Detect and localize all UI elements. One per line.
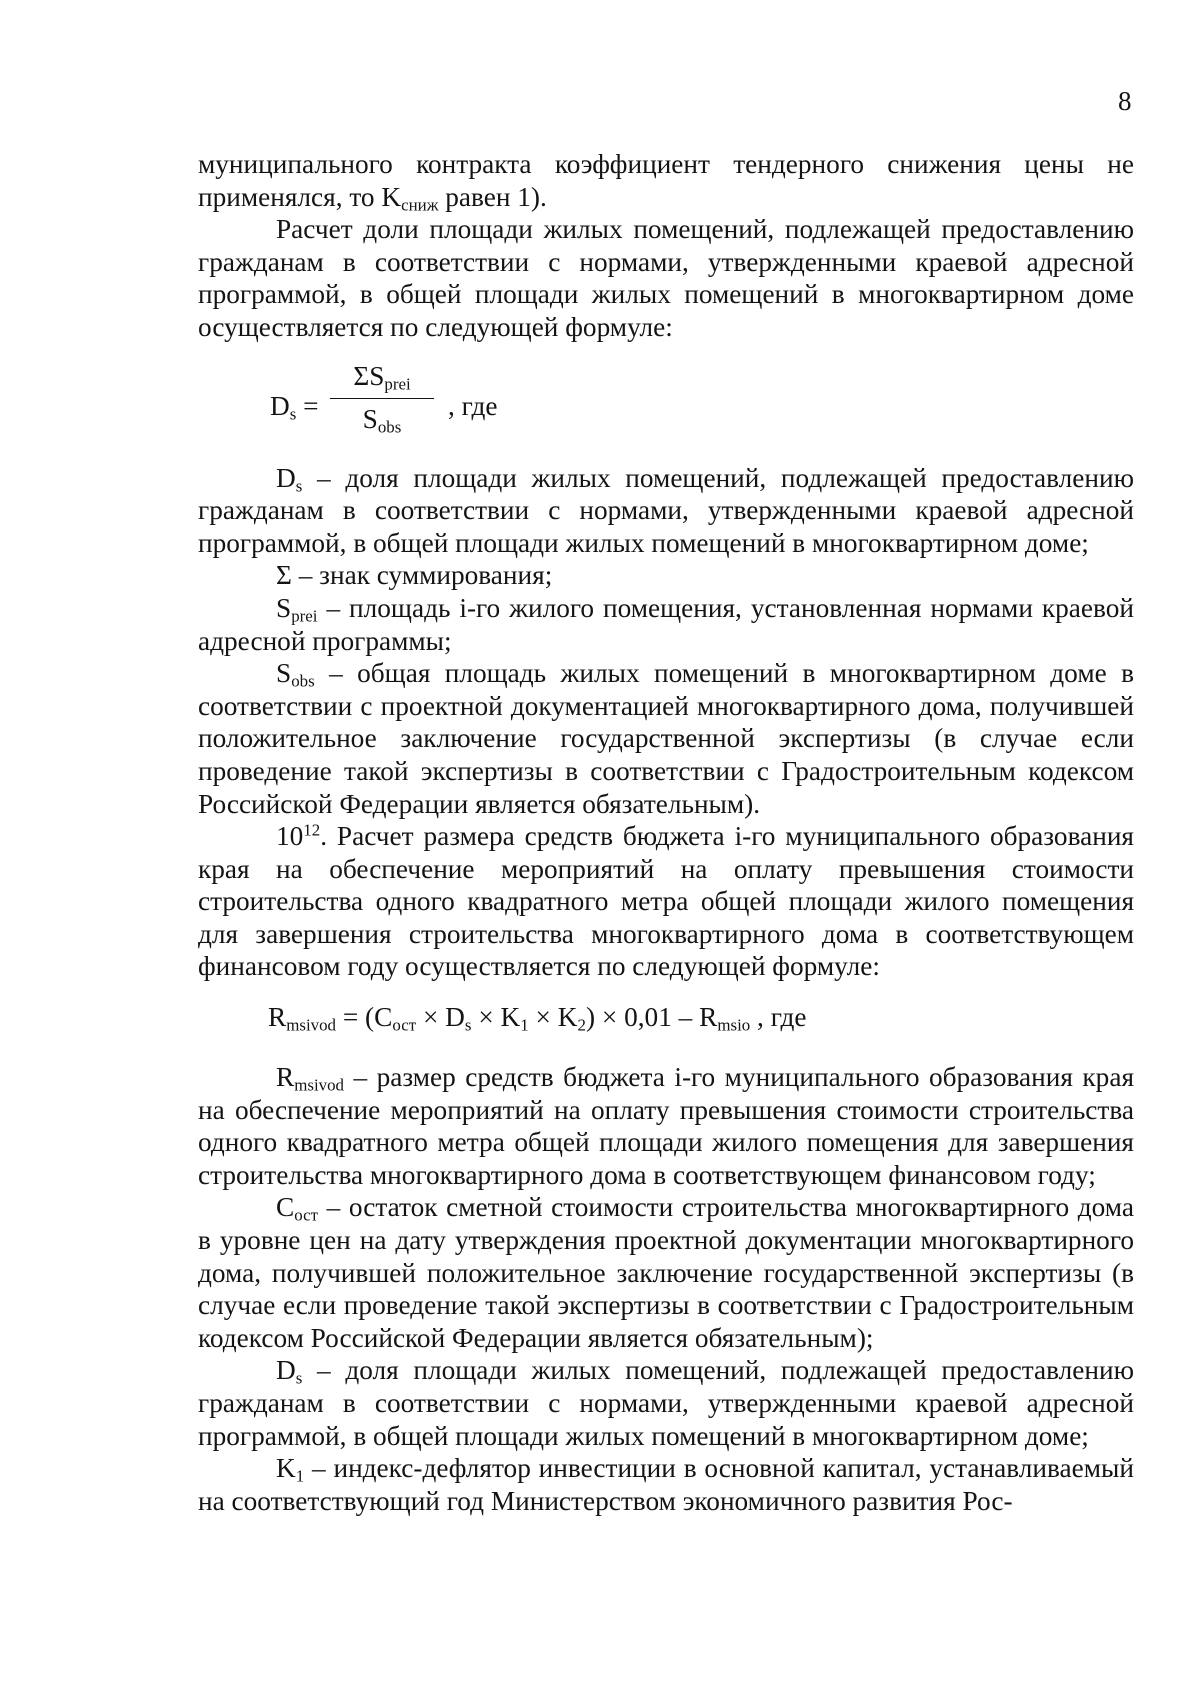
fraction-numerator: $\Sigma S_{prei}$: [353, 360, 411, 394]
formula-fraction: [330, 360, 434, 435]
document-body: [198, 148, 1134, 1517]
paragraph-10-12: $10^{12}$. Расчет размера средств бюджета i-го муниципального образования края на обеспечение мероприятий на оплату превышения стоимости строительства одного квадратного метра общей площади жилого помещения для завершения строительства многоквартирного дома в соответствующем финансовом году осуществляется по следующей формуле:: [198, 820, 1134, 982]
definition-ds-repeat: $D_s$ – доля площади жилых помещений, подлежащей предоставлению гражданам в соответствии с нормами, утвержденными краевой адресной программой, в общей площади жилых помещений в многоквартирном доме;: [198, 1355, 1134, 1451]
paragraph-text: муниципального контракта коэффициент тендерного снижения цены не применялся, то K: [198, 149, 1134, 212]
definition-rmsivod: $R_{msivod}$ – размер средств бюджета i-го муниципального образования края на обеспечение мероприятий на оплату превышения стоимости строительства одного квадратного метра общей площади жилого помещения для завершения строительства многоквартирного дома в соответствующем финансовом году;: [198, 1062, 1134, 1190]
fraction-bar: [330, 398, 434, 399]
formula-rmsivod: $R_{msivod} = (C_{ост} \times D_s \times K_1 \times K_2) \times 0,01 - R_{msio}$ , где: [268, 1002, 807, 1035]
definition-sigma: Σ – знак суммирования;: [276, 560, 553, 591]
formula-lhs: $D_s$ =: [270, 390, 319, 424]
definition-ds: $D_s$ – доля площади жилых помещений, подлежащей предоставлению гражданам в соответствии с нормами, утвержденными краевой адресной программой, в общей площади жилых помещений в многоквартирном доме;: [198, 462, 1134, 558]
paragraph-formula-intro: Расчет доли площади жилых помещений, подлежащей предоставлению гражданам в соответствии с нормами, утвержденными краевой адресной программой, в общей площади жилых помещений в многоквартирном доме осуществляется по следующей формуле:: [198, 214, 1134, 342]
definition-k1: $K_1$ – индекс-дефлятор инвестиции в основной капитал, устанавливаемый на соответствующий год Министерством экономичного развития Рос-: [198, 1453, 1134, 1516]
fraction-denominator: $S_{obs}$: [362, 403, 402, 437]
formula-where: , где: [448, 390, 498, 421]
paragraph-text: равен 1).: [438, 181, 547, 212]
subscript: сниж: [401, 195, 439, 215]
paragraph-continuation: [198, 148, 1134, 213]
definition-cost: $C_{ост}$ – остаток сметной стоимости строительства многоквартирного дома в уровне цен на дату утверждения проектной документации многоквартирного дома, получившей положительное заключение государственной экспертизы (в случае если проведение такой экспертизы в соответствии с Градостроительным кодексом Российской Федерации является обязательным);: [198, 1192, 1134, 1353]
formula-ds: [198, 360, 1134, 452]
definition-sprei: $S_{prei}$ – площадь i-го жилого помещения, установленная нормами краевой адресной программы;: [198, 592, 1134, 656]
page-number: 8: [1118, 86, 1132, 116]
definition-sobs: $S_{obs}$ – общая площадь жилых помещений в многоквартирном доме в соответствии с проектной документацией многоквартирного дома, получившей положительное заключение государственной экспертизы (в случае если проведение такой экспертизы в соответствии с Градостроительным кодексом Российской Федерации является обязательным).: [198, 658, 1134, 819]
